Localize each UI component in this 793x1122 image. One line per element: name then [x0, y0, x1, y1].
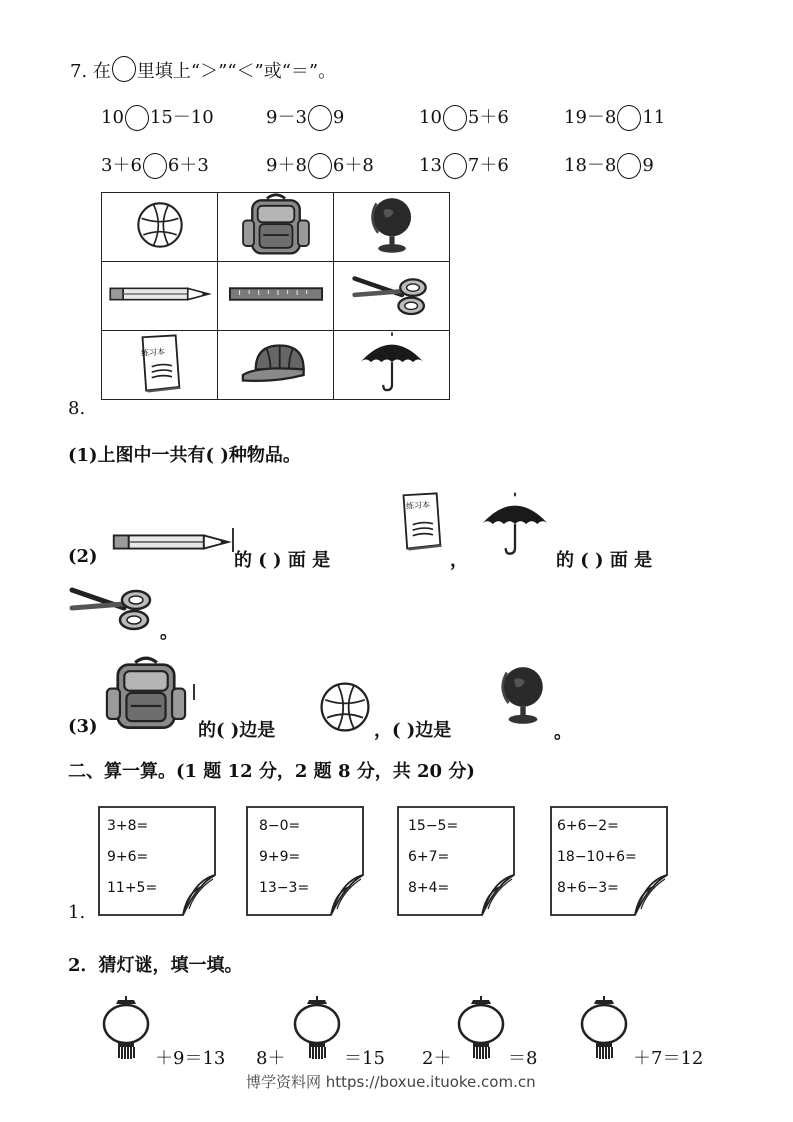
q7-prompt-a: 在: [92, 61, 111, 82]
notebook-label: 练习本: [140, 347, 166, 358]
note-lines: [408, 811, 458, 904]
compare-item: [564, 151, 654, 179]
lantern-eq: ＝15: [344, 1048, 385, 1069]
compare-right: 5＋6: [467, 107, 509, 128]
grid-cell: [102, 262, 218, 331]
lantern-eq: ＝8: [508, 1048, 538, 1069]
q8-sub2-label: (2): [68, 546, 98, 567]
scissors-icon: [68, 582, 158, 632]
grid-cell: [334, 331, 450, 400]
compare-left: 9－3: [266, 107, 307, 128]
calc-q1-number: 1.: [68, 902, 86, 923]
lantern-icon: [578, 996, 630, 1062]
cap-icon: [239, 340, 313, 386]
lantern-eq: 2＋: [422, 1048, 452, 1069]
compare-left: 19－8: [564, 107, 617, 128]
globe-icon: [496, 660, 550, 730]
notebook-label: 练习本: [405, 500, 431, 511]
lantern-eq: ＋9＝13: [155, 1048, 226, 1069]
basketball-icon: [318, 680, 372, 734]
q8-sub2-comma: ，: [450, 550, 468, 571]
q8-sub3-end: 。: [554, 722, 572, 743]
grid-cell: [218, 331, 334, 400]
lantern-icon: [455, 996, 507, 1062]
scissors-icon: [351, 271, 433, 317]
compare-left: 3＋6: [101, 155, 142, 176]
compare-item: [266, 103, 344, 131]
compare-right: 11: [642, 107, 666, 128]
compare-right: 9: [332, 107, 345, 128]
grid-cell: [334, 193, 450, 262]
equation: 9+9=: [259, 849, 301, 865]
compare-item: [419, 151, 509, 179]
divider-line: [193, 684, 195, 700]
note-lines: [107, 811, 157, 904]
equation: 6+7=: [408, 849, 450, 865]
section-heading: 二、算一算。(1 题 12 分，2 题 8 分，共 20 分): [68, 761, 475, 782]
umbrella-icon: [478, 492, 552, 558]
q7-prompt-b: 里填上“＞”“＜”或“＝”。: [136, 61, 337, 82]
q8-sub3-b: ，( )边是: [374, 720, 452, 741]
compare-left: 13: [419, 155, 442, 176]
equation: 11+5=: [107, 880, 158, 896]
backpack-icon: [237, 193, 315, 257]
compare-circle-input[interactable]: [443, 105, 467, 131]
ruler-icon: [228, 286, 324, 302]
q8-sub3-a: 的( )边是: [198, 720, 276, 741]
pencil-icon: [107, 283, 212, 305]
q8-sub3-label: (3): [68, 716, 98, 737]
compare-circle-input[interactable]: [308, 105, 332, 131]
calc-note: [549, 805, 669, 917]
grid-cell: [102, 193, 218, 262]
notebook-figure: [398, 490, 444, 556]
footer-watermark: 博学资料网 https://boxue.ituoke.com.cn: [246, 1073, 536, 1091]
umbrella-icon: [357, 332, 427, 394]
compare-item: [419, 103, 509, 131]
equation: 13−3=: [259, 880, 310, 896]
q7-number: 7.: [70, 61, 88, 82]
equation: 3+8=: [107, 818, 149, 834]
lantern-icon: [100, 996, 152, 1062]
calc-note: [97, 805, 217, 917]
grid-cell: [218, 262, 334, 331]
circle-icon: [112, 56, 136, 82]
q8-sub2-b: 的 ( ) 面 是: [556, 550, 653, 571]
q8-number: 8.: [68, 398, 86, 419]
compare-left: 10: [419, 107, 442, 128]
calc-note: [245, 805, 365, 917]
grid-cell: [334, 262, 450, 331]
calc-note: [396, 805, 516, 917]
compare-right: 6＋8: [332, 155, 374, 176]
compare-item: [101, 151, 209, 179]
equation: 8+6−3=: [557, 880, 619, 896]
basketball-icon: [135, 200, 185, 250]
equation: 15−5=: [408, 818, 459, 834]
compare-circle-input[interactable]: [617, 105, 641, 131]
lantern-eq: ＋7＝12: [633, 1048, 704, 1069]
compare-right: 6＋3: [167, 155, 209, 176]
compare-left: 18－8: [564, 155, 617, 176]
q7-prompt: [70, 57, 336, 83]
note-lines: [259, 811, 309, 904]
grid-cell: [218, 193, 334, 262]
compare-right: 7＋6: [467, 155, 509, 176]
globe-icon: [366, 194, 418, 256]
compare-circle-input[interactable]: [617, 153, 641, 179]
compare-circle-input[interactable]: [443, 153, 467, 179]
items-grid: [101, 192, 450, 400]
compare-circle-input[interactable]: [143, 153, 167, 179]
compare-circle-input[interactable]: [308, 153, 332, 179]
compare-right: 9: [642, 155, 654, 176]
q8-sub2-a: 的 ( ) 面 是: [234, 550, 331, 571]
q8-sub2-end: 。: [160, 622, 178, 643]
equation: 9+6=: [107, 849, 149, 865]
notebook-icon: [137, 333, 183, 393]
pencil-icon: [110, 530, 232, 554]
compare-left: 10: [101, 107, 124, 128]
compare-item: [101, 103, 214, 131]
q8-sub1: (1)上图中一共有( )种物品。: [68, 445, 301, 466]
equation: 8−0=: [259, 818, 301, 834]
compare-left: 9＋8: [266, 155, 307, 176]
calc-q2-title: 2．猜灯谜，填一填。: [68, 955, 243, 976]
compare-item: [564, 103, 665, 131]
compare-circle-input[interactable]: [125, 105, 149, 131]
compare-right: 15－10: [149, 107, 214, 128]
grid-cell: [102, 331, 218, 400]
compare-item: [266, 151, 374, 179]
equation: 8+4=: [408, 880, 450, 896]
backpack-icon: [102, 656, 190, 732]
lantern-icon: [291, 996, 343, 1062]
lantern-eq: 8＋: [256, 1048, 286, 1069]
equation: 6+6−2=: [557, 818, 619, 834]
equation: 18−10+6=: [557, 849, 637, 865]
note-lines: [557, 811, 637, 904]
